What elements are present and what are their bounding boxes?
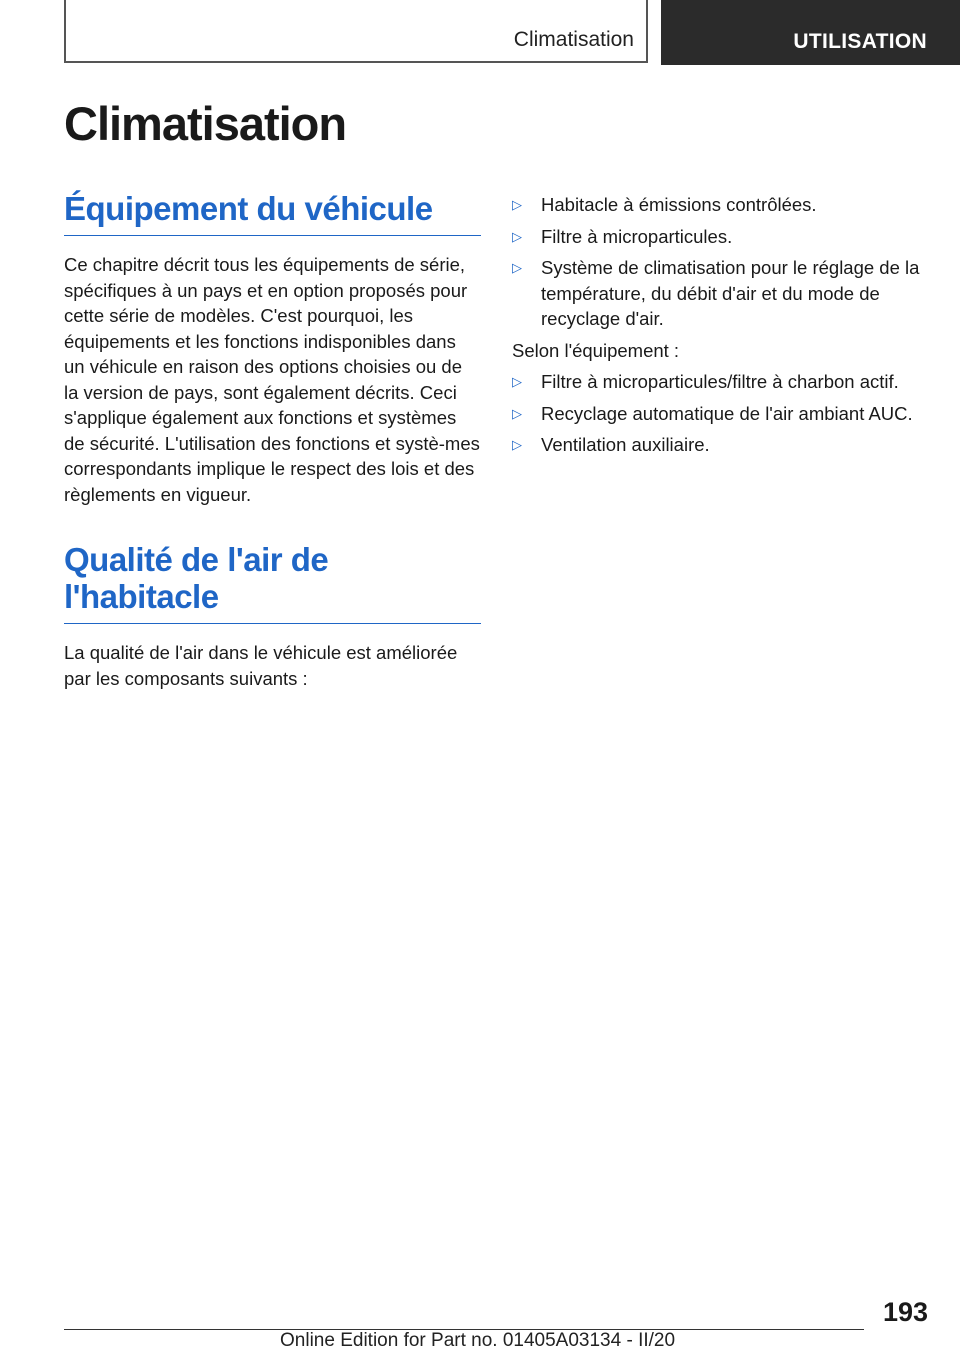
left-column	[64, 190, 481, 691]
triangle-bullet-icon: ▷	[512, 260, 522, 275]
options-list	[512, 369, 932, 458]
triangle-bullet-icon: ▷	[512, 405, 522, 421]
section-title-qualite: Qualité de l'air de l'habitacle	[64, 541, 329, 615]
triangle-bullet-icon: ▷	[512, 374, 522, 389]
page-number: 193	[882, 1297, 928, 1327]
triangle-bullet-icon: ▷	[512, 437, 522, 452]
header-section-label: Climatisation	[513, 28, 634, 51]
list-item: ▷ Filtre à microparticules.	[512, 224, 932, 250]
components-list	[512, 192, 932, 332]
page-title: Climatisation	[64, 97, 347, 150]
header-section-box	[64, 0, 648, 63]
section-title-rule	[64, 623, 481, 624]
list-item: ▷ Filtre à microparticules/filtre à charbon actif.	[512, 369, 932, 395]
list-item: ▷ Recyclage automatique de l'air ambiant AUC.	[512, 401, 932, 427]
list-item: ▷ Habitacle à émissions contrôlées.	[512, 192, 932, 218]
triangle-bullet-icon: ▷	[512, 197, 522, 212]
list-item: ▷ Ventilation auxiliaire.	[512, 432, 932, 458]
right-column	[512, 192, 932, 464]
edition-note: Online Edition for Part no. 01405A03134 - II/20	[280, 1330, 676, 1351]
header-chapter-label: UTILISATION	[793, 30, 927, 53]
triangle-bullet-icon: ▷	[512, 228, 522, 244]
list-item: ▷ Système de climatisation pour le réglage de la température, du débit d'air et du mode de recyclage d'air.	[512, 257, 920, 329]
header-chapter-tab	[661, 0, 960, 65]
section-body-equipement: Ce chapitre décrit tous les équipements de série, spécifiques à un pays et en option proposés pour cette série de modèles. C'est pourquoi, les équipements et les fonctions indisponibles dans un véhicule en raison des options choisies ou de la version de pays, sont également décrits. Ceci s'applique également aux fonctions et systèmes de sécurité. L'utilisation des fonctions et systè-mes correspondants implique le respect des lois et des règlements en vigueur.	[64, 254, 480, 505]
section-title-equipement: Équipement du véhicule	[64, 190, 481, 236]
options-intro: Selon l'équipement :	[512, 339, 680, 361]
section-body-qualite: La qualité de l'air dans le véhicule est améliorée par les composants suivants :	[64, 642, 458, 689]
